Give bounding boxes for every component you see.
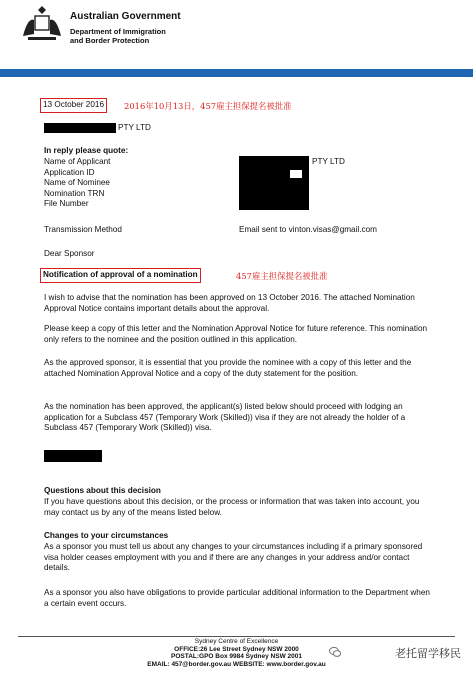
changes-heading: Changes to your circumstances [44, 531, 169, 540]
footer-contact: EMAIL: 457@border.gov.au WEBSITE: www.border.gov.au [147, 660, 326, 668]
footer-postal: POSTAL:GPO Box 9984 Sydney NSW 2001 [170, 653, 302, 660]
reply-label-file: File Number [44, 199, 89, 209]
subject-annotation: 457雇主担保提名被批准 [236, 271, 328, 281]
wechat-icon [329, 646, 341, 658]
coat-of-arms-icon [20, 6, 64, 44]
reply-labels [44, 157, 110, 210]
date-annotation: 2016年10月13日，457雇主担保提名被批准 [124, 101, 292, 111]
footer-centre: Sydney Centre of Excellence [194, 638, 279, 645]
redacted-applicant-name [44, 450, 102, 462]
dept-line2: and Border Protection [70, 36, 150, 45]
transmission-label: Transmission Method [44, 225, 122, 234]
paragraph-3: As the approved sponsor, it is essential that you provide the nominee with a copy of this letter and the attached Nomination Approval Notice and a copy of the duty statement for the position. [44, 358, 412, 378]
paragraph-4: As the nomination has been approved, the applicant(s) listed below should proceed with lodging an application for a Subclass 457 (Temporary Work (Skilled)) visa if they are not already the holder of a Subclass 457 (Temporary Work (Skilled)) visa. [44, 402, 406, 433]
gov-name: Australian Government [70, 11, 181, 22]
reply-heading: In reply please quote: [44, 146, 129, 155]
questions-text: If you have questions about this decision, or the process or information that was taken into account, you may contact us by any of the means listed below. [44, 497, 420, 517]
reply-label-appid: Application ID [44, 167, 95, 177]
changes-text-1: As a sponsor you must tell us about any changes to your circumstances including if a primary sponsored visa holder ceases employment with you and if there are any changes in your address and/or contact details. [44, 542, 423, 573]
salutation: Dear Sponsor [44, 249, 95, 258]
paragraph-1: I wish to advise that the nomination has been approved on 13 October 2016. The attached Nomination Approval Notice contains important details about the approval. [44, 293, 415, 313]
header-bar [0, 69, 473, 77]
redaction-gap [290, 170, 302, 178]
questions-heading: Questions about this decision [44, 486, 161, 495]
transmission-value: Email sent to vinton.visas@gmail.com [239, 225, 377, 234]
reply-label-applicant: Name of Applicant [44, 157, 111, 166]
dept-name [70, 27, 166, 45]
paragraph-2: Please keep a copy of this letter and the Nomination Approval Notice for future reference. This nomination only refers to the nominee and the position outlined in this application. [44, 324, 428, 344]
company-suffix: PTY LTD [118, 123, 151, 132]
footer-divider [18, 636, 455, 637]
changes-text-2: As a sponsor you also have obligations to provide particular additional information to the Department when a certain event occurs. [44, 588, 430, 608]
footer-office: OFFICE:26 Lee Street Sydney NSW 2000 [174, 645, 299, 653]
watermark: 老托留学移民 [395, 647, 461, 660]
reply-label-nominee: Name of Nominee [44, 178, 110, 188]
dept-line1: Department of Immigration [70, 27, 166, 36]
reply-label-trn: Nomination TRN [44, 188, 105, 198]
redacted-company [44, 123, 116, 133]
letter-date: 13 October 2016 [40, 98, 107, 113]
subject-line: Notification of approval of a nomination [40, 268, 201, 283]
redacted-reply-values [239, 156, 309, 210]
applicant-suffix: PTY LTD [312, 157, 345, 166]
